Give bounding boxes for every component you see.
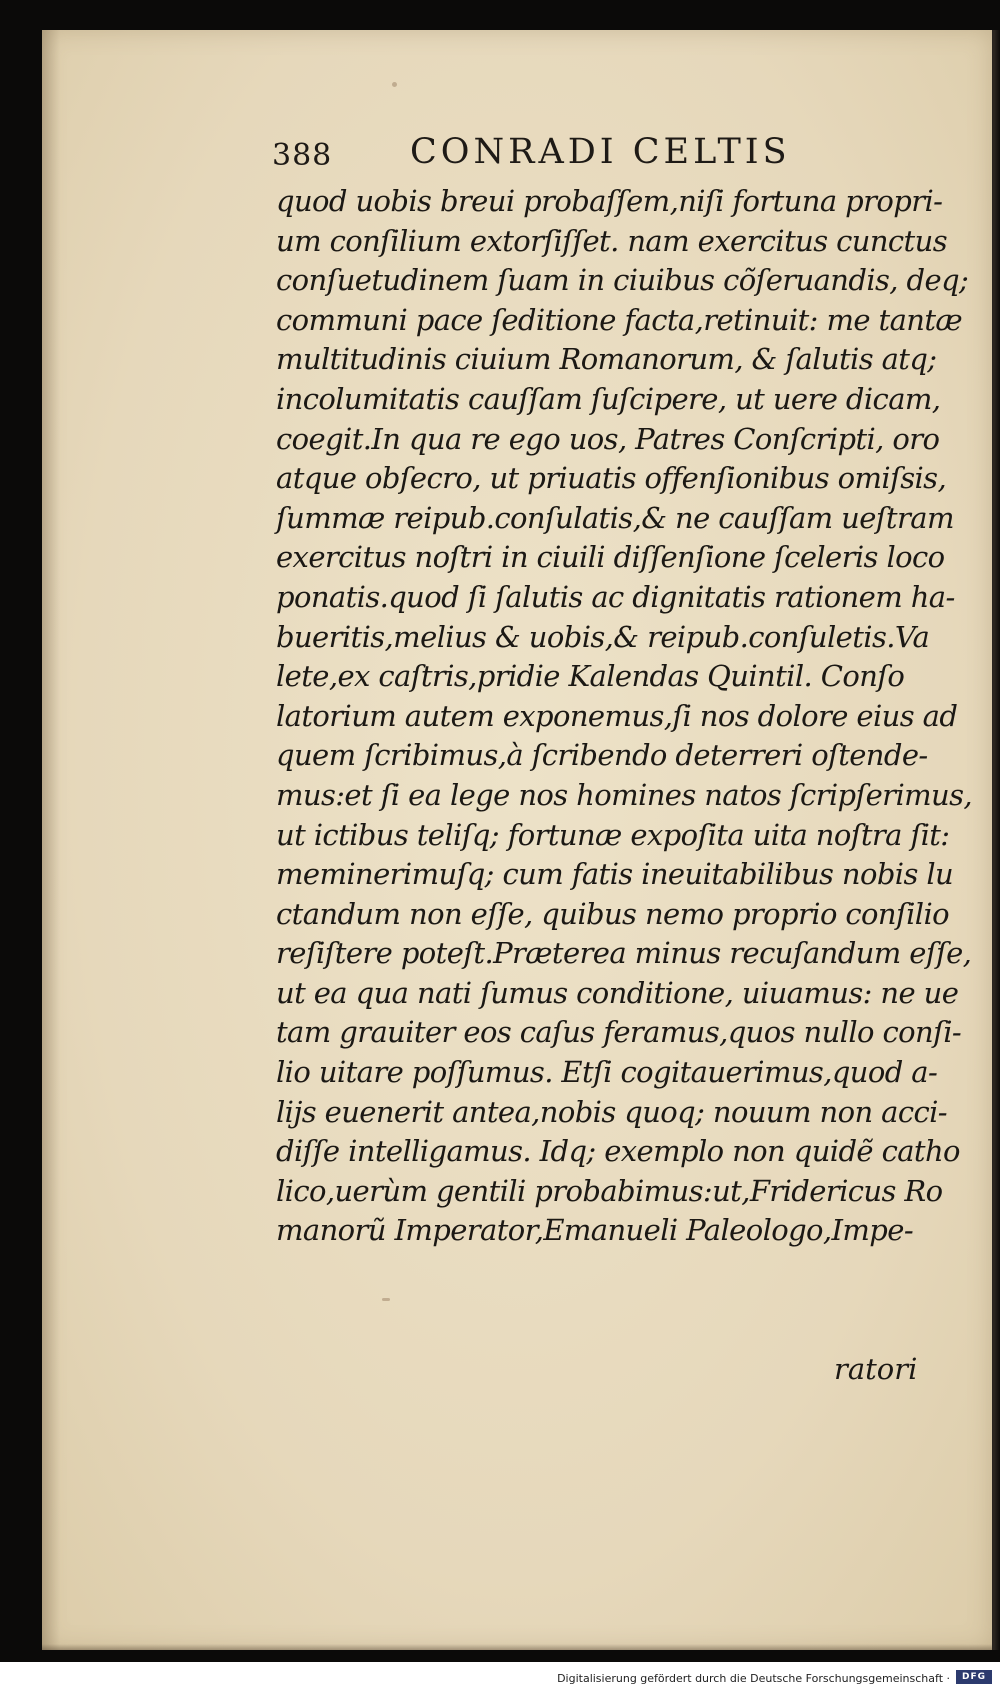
paper-stain bbox=[392, 82, 397, 87]
body-text bbox=[276, 182, 972, 1251]
text-line: meminerimuſq; cum fatis ineuitabilibus nobis lu bbox=[276, 857, 954, 892]
gutter-shadow bbox=[42, 30, 60, 1650]
text-line: quem ſcribimus,à ſcribendo deterreri oſtende- bbox=[276, 738, 928, 773]
text-line: communi pace ſeditione facta,retinuit: me tantæ bbox=[276, 302, 963, 337]
text-line: multitudinis ciuium Romanorum, & ſalutis atq; bbox=[276, 342, 937, 377]
text-line: um conſilium extorſiſſet. nam exercitus cunctus bbox=[276, 223, 947, 258]
digitization-credit: Digitalisierung gefördert durch die Deutsche Forschungsgemeinschaft · bbox=[557, 1672, 950, 1685]
text-line: ſummæ reipub.conſulatis,& ne cauſſam ueſtram bbox=[276, 500, 954, 535]
page-edge-shadow bbox=[42, 1644, 992, 1650]
text-line: ut ictibus teliſq; fortunæ expoſita uita noſtra ſit: bbox=[276, 817, 950, 852]
page-number: 388 bbox=[272, 138, 333, 173]
text-line: atque obſecro, ut priuatis offenſionibus omiſsis, bbox=[276, 461, 947, 496]
text-line: lio uitare poſſumus. Etſi cogitauerimus,quod a- bbox=[276, 1055, 938, 1090]
paper-stain bbox=[382, 1298, 390, 1301]
text-line: ut ea qua nati ſumus conditione, uiuamus: ne ue bbox=[276, 975, 959, 1010]
running-head-title: CONRADI CELTIS bbox=[410, 132, 791, 172]
text-line: lijs euenerit antea,nobis quoq; nouum non acci- bbox=[276, 1094, 948, 1129]
catchword: ratori bbox=[834, 1352, 918, 1386]
text-line: quod uobis breui probaſſem,niſi fortuna propri- bbox=[276, 184, 943, 218]
text-line: latorium autem exponemus,ſi nos dolore eius ad bbox=[276, 698, 958, 733]
text-line: mus:et ſi ea lege nos homines natos ſcripſerimus, bbox=[276, 777, 972, 812]
text-line: ponatis.quod ſi ſalutis ac dignitatis rationem ha- bbox=[276, 579, 955, 614]
text-line: coegit.In qua re ego uos, Patres Conſcripti, oro bbox=[276, 421, 940, 456]
text-line: lico,uerùm gentili probabimus:ut,Fridericus Ro bbox=[276, 1173, 943, 1208]
text-line: lete,ex caſtris,pridie Kalendas Quintil. Conſo bbox=[276, 659, 905, 694]
text-line: incolumitatis cauſſam ſuſcipere, ut uere dicam, bbox=[276, 381, 941, 416]
running-head bbox=[272, 132, 792, 180]
text-line: manorũ Imperator,Emanueli Paleologo,Impe- bbox=[276, 1213, 914, 1248]
dfg-logo: DFG bbox=[956, 1670, 992, 1684]
text-line: conſuetudinem ſuam in ciuibus cõſeruandis, deq; bbox=[276, 263, 969, 298]
text-line: reſiſtere poteſt.Præterea minus recuſandum eſſe, bbox=[276, 936, 972, 971]
text-line: ctandum non eſſe, quibus nemo proprio conſilio bbox=[276, 896, 950, 931]
text-line: exercitus noſtri in ciuili diſſenſione ſceleris loco bbox=[276, 540, 945, 575]
text-line: tam grauiter eos caſus feramus,quos nullo conſi- bbox=[276, 1015, 962, 1050]
text-line: diſſe intelligamus. Idq; exemplo non quidẽ catho bbox=[276, 1134, 960, 1169]
text-line: bueritis,melius & uobis,& reipub.conſuletis.Va bbox=[276, 619, 930, 654]
